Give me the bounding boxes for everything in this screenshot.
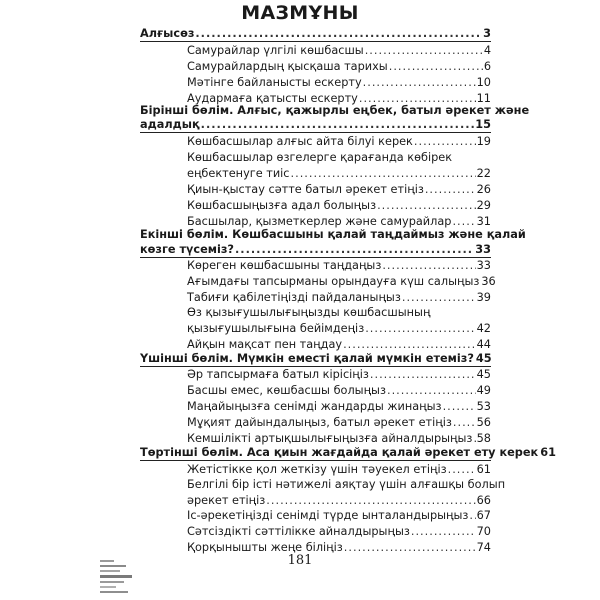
toc-entry-page: 56 [476,416,491,429]
toc-entry[interactable] [187,258,491,273]
toc-entry-title: Жетістікке қол жеткізу үшін тәуекел етіңіз [187,463,447,476]
toc-dot-leader [365,321,475,336]
toc-entry-title: Алғысөз [140,27,195,40]
toc-entry-title: Көреген көшбасшыны таңдаңыз [187,259,382,272]
toc-entry[interactable] [187,493,491,508]
toc-entry-title: Табиғи қабілетіңізді пайдаланыңыз [187,291,401,304]
page-number: 181 [287,553,313,568]
toc-dot-leader [370,367,476,382]
toc-entry-title: Сәтсіздікті сәттілікке айналдырыңыз [187,525,410,538]
toc-entry-page: 3 [483,27,491,40]
toc-entry-title: Үшінші бөлім. Мүмкін еместі қалай мүмкін етеміз? [140,352,474,365]
toc-entry-page: 10 [476,76,491,89]
toc-dot-leader [402,290,476,305]
toc-section-part-1[interactable] [140,117,491,132]
toc-entry-title: Басшылар, қызметкерлер және самурайлар [187,215,452,228]
toc-entry-title-line1[interactable]: Өз қызығушылығыңызды көшбасшының [187,306,431,319]
book-edge-decoration [100,558,140,598]
toc-rule [140,41,491,42]
toc-rule [140,132,491,133]
toc-dot-leader [363,75,476,90]
toc-entry-title: еңбектенуге тиіс [187,167,290,180]
toc-dot-leader [448,462,476,477]
toc-entry-title: Көшбасшылар алғыс айта білуі керек [187,135,413,148]
toc-entry-title: Самурайлар үлгілі көшбасшы [187,44,364,57]
toc-entry-title-line1[interactable]: Көшбасшылар өзгелерге қарағанда көбірек [187,151,453,164]
toc-dot-leader [195,26,482,41]
toc-entry-title: Кемшілікті артықшылығыңызға айналдырыңыз [187,432,473,445]
toc-entry-title: Мұқият дайындалыңыз, батыл әрекет етіңіз [187,416,452,429]
toc-entry[interactable] [187,431,491,446]
toc-section-title-line1[interactable]: Бірінші бөлім. Алғыс, қажырлы еңбек, батыл әрекет және [140,104,530,117]
toc-entry-title: көзге түсеміз? [140,243,234,256]
toc-entry-page: 39 [476,291,491,304]
toc-entry-page: 11 [476,92,491,105]
toc-entry-title: Көшбасшыңызға адал болыңыз [187,199,377,212]
toc-entry[interactable] [187,337,491,352]
toc-dot-leader [291,166,476,181]
toc-entry-page: 44 [476,338,491,351]
toc-entry[interactable] [187,198,491,213]
toc-entry[interactable] [187,182,491,197]
toc-dot-leader [343,337,476,352]
toc-entry-page: 4 [483,44,491,57]
page-title: МАЗМҰНЫ [241,2,359,24]
toc-entry-page: 66 [476,494,491,507]
toc-entry[interactable] [187,290,491,305]
toc-entry[interactable] [187,321,491,336]
toc-entry-title-line1[interactable]: Белгілі бір істі нәтижелі аяқтау үшін алғашқы болып [187,478,506,491]
toc-entry-title: әрекет етіңіз [187,494,266,507]
toc-dot-leader [365,43,483,58]
toc-entry-title: Қорқынышты жеңе біліңіз [187,541,343,554]
toc-entry-page: 22 [476,167,491,180]
toc-entry-title: Әр тапсырмаға батыл кірісіңіз [187,368,369,381]
toc-entry-title: Төртінші бөлім. Аса қиын жағдайда қалай әрекет ету керек [140,446,539,459]
toc-entry-page: 15 [475,118,491,131]
toc-entry[interactable] [187,274,496,289]
toc-entry-title: Іс-әрекетіңізді сенімді түрде ынталандырыңыз [187,509,469,522]
toc-entry-page: 42 [476,322,491,335]
toc-entry-title: Мәтінге байланысты ескерту [187,76,362,89]
toc-dot-leader [389,59,483,74]
toc-entry-title: Айқын мақсат пен таңдау [187,338,343,351]
toc-dot-leader [414,134,476,149]
toc-entry-page: 67 [476,509,491,522]
toc-section-part-2[interactable] [140,242,491,257]
toc-dot-leader [377,198,476,213]
toc-rule [140,460,491,461]
toc-entry[interactable] [187,383,491,398]
toc-entry-page: 36 [481,275,496,288]
toc-entry-title: Қиын-қыстау сәтте батыл әрекет етіңіз [187,183,424,196]
toc-entry[interactable] [187,415,491,430]
toc-entry-title: Басшы емес, көшбасшы болыңыз [187,384,386,397]
toc-dot-leader [266,493,475,508]
toc-entry-foreword[interactable] [140,26,491,41]
toc-entry-page: 45 [475,352,492,365]
toc-entry-page: 31 [476,215,491,228]
toc-section-part-4[interactable] [140,445,556,460]
toc-entry[interactable] [187,367,491,382]
toc-dot-leader [453,415,476,430]
toc-entry[interactable] [187,462,491,477]
toc-entry[interactable] [187,508,491,523]
toc-entry[interactable] [187,399,491,414]
toc-entry-page: 61 [540,446,556,459]
toc-dot-leader [411,524,476,539]
toc-entry-page: 33 [475,243,491,256]
toc-dot-leader [382,258,475,273]
toc-entry-title: Аудармаға қатысты ескерту [187,92,358,105]
toc-entry-page: 19 [476,135,491,148]
toc-entry-page: 26 [476,183,491,196]
toc-entry-page: 58 [476,432,491,445]
toc-entry-page: 29 [476,199,491,212]
toc-dot-leader [443,399,476,414]
toc-entry-page: 61 [476,463,491,476]
toc-entry-page: 45 [476,368,491,381]
toc-entry-page: 6 [483,60,491,73]
toc-dot-leader [473,431,475,446]
toc-entry-title: қызығушылығына бейімдеңіз [187,322,365,335]
toc-entry-page: 70 [476,525,491,538]
toc-entry[interactable] [187,524,491,539]
toc-dot-leader [387,383,476,398]
toc-section-part-3[interactable] [140,351,491,366]
toc-entry-title: Самурайлардың қысқаша тарихы [187,60,388,73]
toc-entry-title: Ағымдағы тапсырманы орындауға күш салыңыз [187,275,480,288]
toc-dot-leader [201,117,475,132]
toc-entry[interactable] [187,134,491,149]
toc-dot-leader [425,182,476,197]
toc-entry-page: 49 [476,384,491,397]
toc-entry[interactable] [187,43,491,58]
toc-entry-page: 33 [476,259,491,272]
toc-entry-page: 53 [476,400,491,413]
toc-entry[interactable] [187,75,491,90]
toc-entry[interactable] [187,59,491,74]
toc-entry-title: Маңайыңызға сенімді жандарды жинаңыз [187,400,442,413]
toc-dot-leader [235,242,474,257]
toc-dot-leader [469,508,475,523]
toc-entry-page: 74 [476,541,491,554]
toc-entry[interactable] [187,166,491,181]
toc-entry-title: адалдық [140,118,200,131]
toc-section-title-line1[interactable]: Екінші бөлім. Көшбасшыны қалай таңдаймыз және қалай [140,228,526,241]
